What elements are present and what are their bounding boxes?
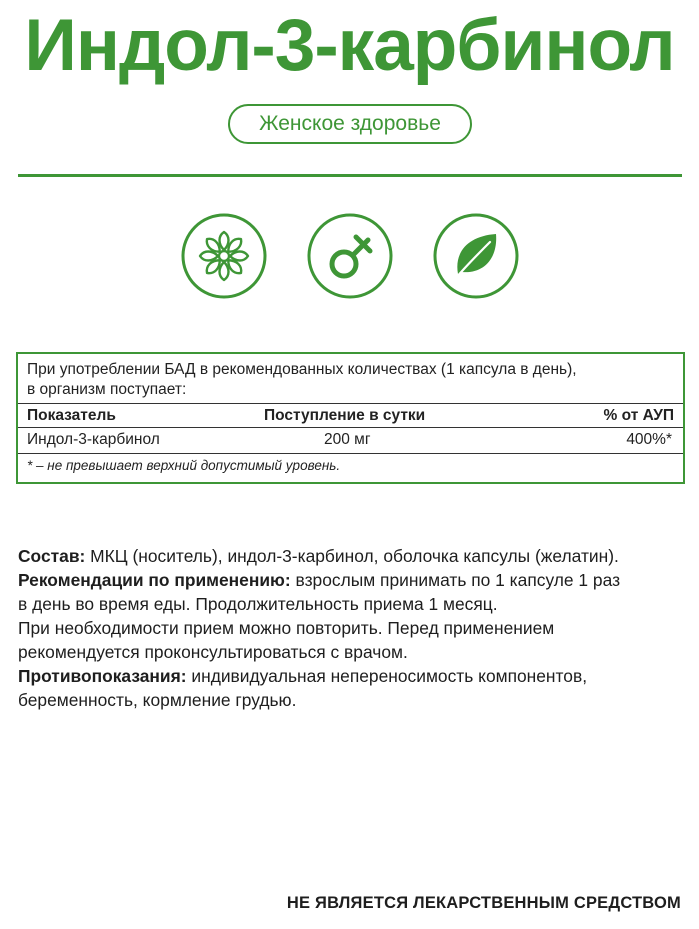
recommendations-label: Рекомендации по применению: [18, 570, 291, 590]
header-divider [18, 174, 682, 177]
contraindications-line-1 [18, 664, 683, 688]
recommendations-line-4: рекомендуется проконсультироваться с врачом. [18, 642, 408, 662]
column-header-indicator: Показатель [27, 407, 116, 424]
recommendations-line-1 [18, 568, 683, 592]
table-cell-percent: 400%* [626, 431, 672, 448]
recommendations-line-2: в день во время еды. Продолжительность приема 1 месяц. [18, 594, 498, 614]
footnote: * – не превышает верхний допустимый уровень. [27, 458, 341, 473]
category-badge-label: Женское здоровье [259, 112, 441, 135]
composition-line [18, 544, 683, 568]
recommendations-text-1: взрослым принимать по 1 капсуле 1 раз [290, 570, 621, 590]
recommendations-line-3: При необходимости прием можно повторить. Перед применением [18, 618, 555, 638]
contraindications-text-1: индивидуальная непереносимость компонентов, [186, 666, 588, 686]
intro-line-1: При употреблении БАД в рекомендованных количествах (1 капсула в день), [27, 361, 577, 378]
composition-text: МКЦ (носитель), индол-3-карбинол, оболочка капсулы (желатин). [85, 546, 619, 566]
leaf-icon [432, 212, 520, 300]
composition-label: Состав: [18, 546, 86, 566]
contraindications-line-2: беременность, кормление грудью. [18, 690, 297, 710]
table-header-line [18, 427, 683, 428]
column-header-percent: % от АУП [603, 407, 674, 424]
not-medicine-disclaimer: НЕ ЯВЛЯЕТСЯ ЛЕКАРСТВЕННЫМ СРЕДСТВОМ [286, 894, 681, 912]
contraindications-label: Противопоказания: [18, 666, 187, 686]
female-symbol-icon [306, 212, 394, 300]
table-top-line [18, 403, 683, 404]
category-badge [228, 104, 472, 144]
intro-line-2: в организм поступает: [27, 381, 187, 398]
flower-icon [180, 212, 268, 300]
table-bottom-line [18, 453, 683, 454]
product-title: Индол-3-карбинол [24, 5, 675, 86]
column-header-daily-intake: Поступление в сутки [264, 407, 426, 424]
table-cell-amount: 200 мг [324, 431, 371, 448]
table-cell-name: Индол-3-карбинол [27, 431, 160, 448]
product-description [18, 544, 683, 712]
intake-info-box [16, 352, 685, 484]
intake-intro [27, 360, 677, 400]
